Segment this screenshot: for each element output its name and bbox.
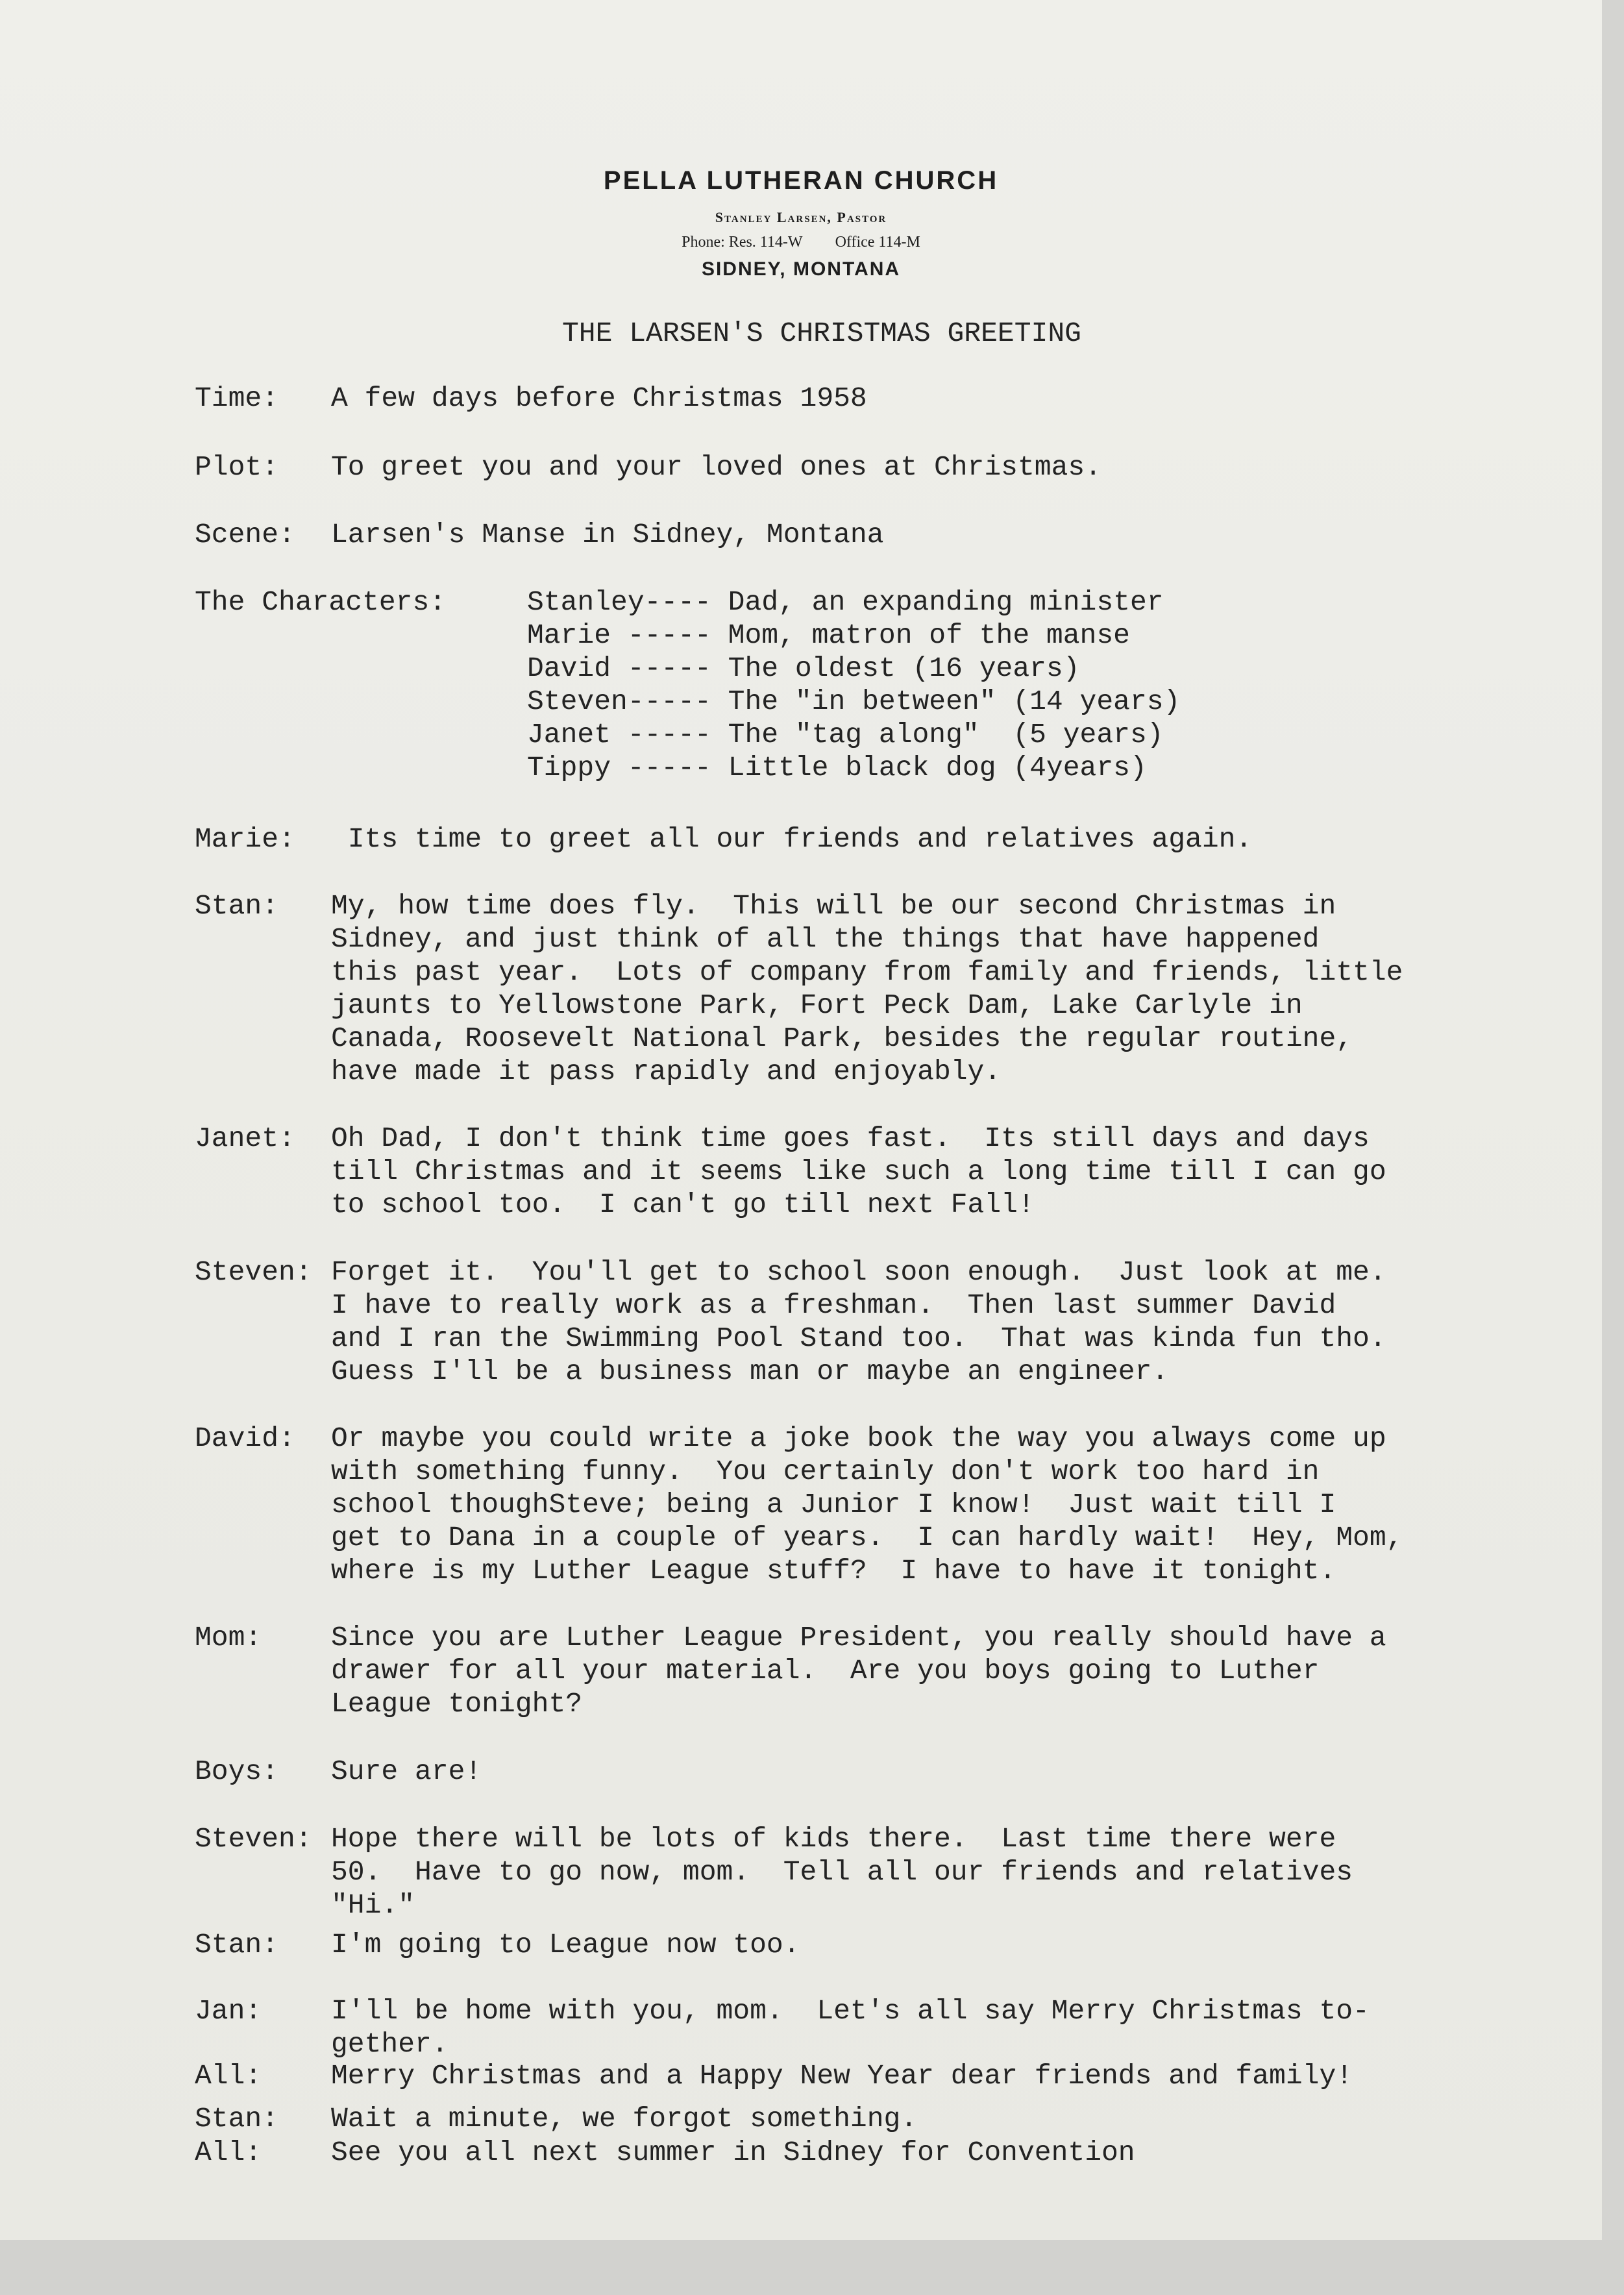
dialogue-line: have made it pass rapidly and enjoyably.: [331, 1056, 1002, 1087]
dialogue-line: My, how time does fly. This will be our second Christmas in: [331, 890, 1336, 922]
dialogue-line: drawer for all your material. Are you boys going to Luther: [331, 1655, 1320, 1687]
dialogue-line: this past year. Lots of company from family and friends, little: [331, 956, 1403, 988]
church-city: SIDNEY, MONTANA: [701, 258, 901, 280]
speaker-label: Stan:: [195, 890, 279, 922]
dialogue-line: Sidney, and just think of all the things that have happened: [331, 923, 1320, 955]
dialogue-line: Canada, Roosevelt National Park, besides the regular routine,: [331, 1023, 1353, 1054]
letter-title: THE LARSEN'S CHRISTMAS GREETING: [562, 317, 1081, 349]
dialogue-line: "Hi.": [331, 1889, 415, 1921]
dialogue-line: and I ran the Swimming Pool Stand too. That was kinda fun tho.: [331, 1322, 1386, 1354]
dialogue-line: Since you are Luther League President, you really should have a: [331, 1622, 1386, 1654]
phone-office: Office 114-M: [835, 234, 920, 251]
characters-label: The Characters:: [195, 586, 447, 618]
pastor-name: Stanley Larsen, Pastor: [715, 209, 887, 225]
dialogue-line: get to Dana in a couple of years. I can hardly wait! Hey, Mom,: [331, 1522, 1403, 1554]
speaker-label: Stan:: [195, 2103, 279, 2135]
plot-label: Plot:: [195, 451, 279, 483]
dialogue-line: Hope there will be lots of kids there. Last time there were: [331, 1823, 1336, 1855]
character-line: David ----- The oldest (16 years): [527, 652, 1080, 684]
dialogue-line: with something funny. You certainly don't work too hard in: [331, 1456, 1320, 1487]
dialogue-line: I'm going to League now too.: [331, 1929, 800, 1961]
phone-res: Phone: Res. 114-W: [682, 234, 803, 251]
scene-text: Larsen's Manse in Sidney, Montana: [331, 519, 884, 551]
dialogue-line: Merry Christmas and a Happy New Year dear friends and family!: [331, 2060, 1353, 2092]
dialogue-line: Its time to greet all our friends and relatives again.: [331, 823, 1253, 855]
dialogue-line: Or maybe you could write a joke book the way you always come up: [331, 1422, 1386, 1454]
dialogue-line: gether.: [331, 2028, 449, 2060]
speaker-label: All:: [195, 2060, 262, 2092]
speaker-label: Mom:: [195, 1622, 262, 1654]
character-line: Tippy ----- Little black dog (4years): [527, 752, 1147, 784]
dialogue-line: Wait a minute, we forgot something.: [331, 2103, 918, 2135]
dialogue-line: See you all next summer in Sidney for Convention: [331, 2137, 1135, 2168]
character-line: Janet ----- The "tag along" (5 years): [527, 719, 1164, 751]
dialogue-line: Oh Dad, I don't think time goes fast. Its still days and days: [331, 1123, 1370, 1154]
speaker-label: All:: [195, 2137, 262, 2168]
dialogue-line: 50. Have to go now, mom. Tell all our friends and relatives: [331, 1856, 1353, 1888]
scanner-background-right: [1602, 0, 1624, 2295]
speaker-label: Steven:: [195, 1823, 312, 1855]
scanner-background-bottom: [0, 2240, 1624, 2295]
dialogue-line: to school too. I can't go till next Fall!: [331, 1189, 1035, 1221]
dialogue-line: Guess I'll be a business man or maybe an engineer.: [331, 1356, 1169, 1387]
dialogue-line: school thoughSteve; being a Junior I know! Just wait till I: [331, 1489, 1336, 1520]
phone-numbers: [0, 234, 1602, 251]
speaker-label: Boys:: [195, 1755, 279, 1787]
speaker-label: Jan:: [195, 1995, 262, 2027]
scene-label: Scene:: [195, 519, 295, 551]
character-line: Stanley---- Dad, an expanding minister: [527, 586, 1164, 618]
plot-text: To greet you and your loved ones at Christmas.: [331, 451, 1101, 483]
dialogue-line: I'll be home with you, mom. Let's all say Merry Christmas to-: [331, 1995, 1370, 2027]
dialogue-line: Forget it. You'll get to school soon enough. Just look at me.: [331, 1256, 1386, 1288]
character-line: Steven----- The "in between" (14 years): [527, 686, 1181, 717]
dialogue-line: League tonight?: [331, 1688, 583, 1720]
time-label: Time:: [195, 382, 279, 414]
dialogue-line: I have to really work as a freshman. Then last summer David: [331, 1289, 1336, 1321]
speaker-label: Steven:: [195, 1256, 312, 1288]
speaker-label: Stan:: [195, 1929, 279, 1961]
character-line: Marie ----- Mom, matron of the manse: [527, 619, 1130, 651]
dialogue-line: till Christmas and it seems like such a long time till I can go: [331, 1156, 1386, 1187]
dialogue-line: where is my Luther League stuff? I have to have it tonight.: [331, 1555, 1336, 1587]
time-text: A few days before Christmas 1958: [331, 382, 867, 414]
speaker-label: Janet:: [195, 1123, 295, 1154]
dialogue-line: jaunts to Yellowstone Park, Fort Peck Dam, Lake Carlyle in: [331, 989, 1303, 1021]
church-name: PELLA LUTHERAN CHURCH: [603, 166, 999, 195]
dialogue-line: Sure are!: [331, 1755, 482, 1787]
speaker-label: Marie:: [195, 823, 295, 855]
speaker-label: David:: [195, 1422, 295, 1454]
